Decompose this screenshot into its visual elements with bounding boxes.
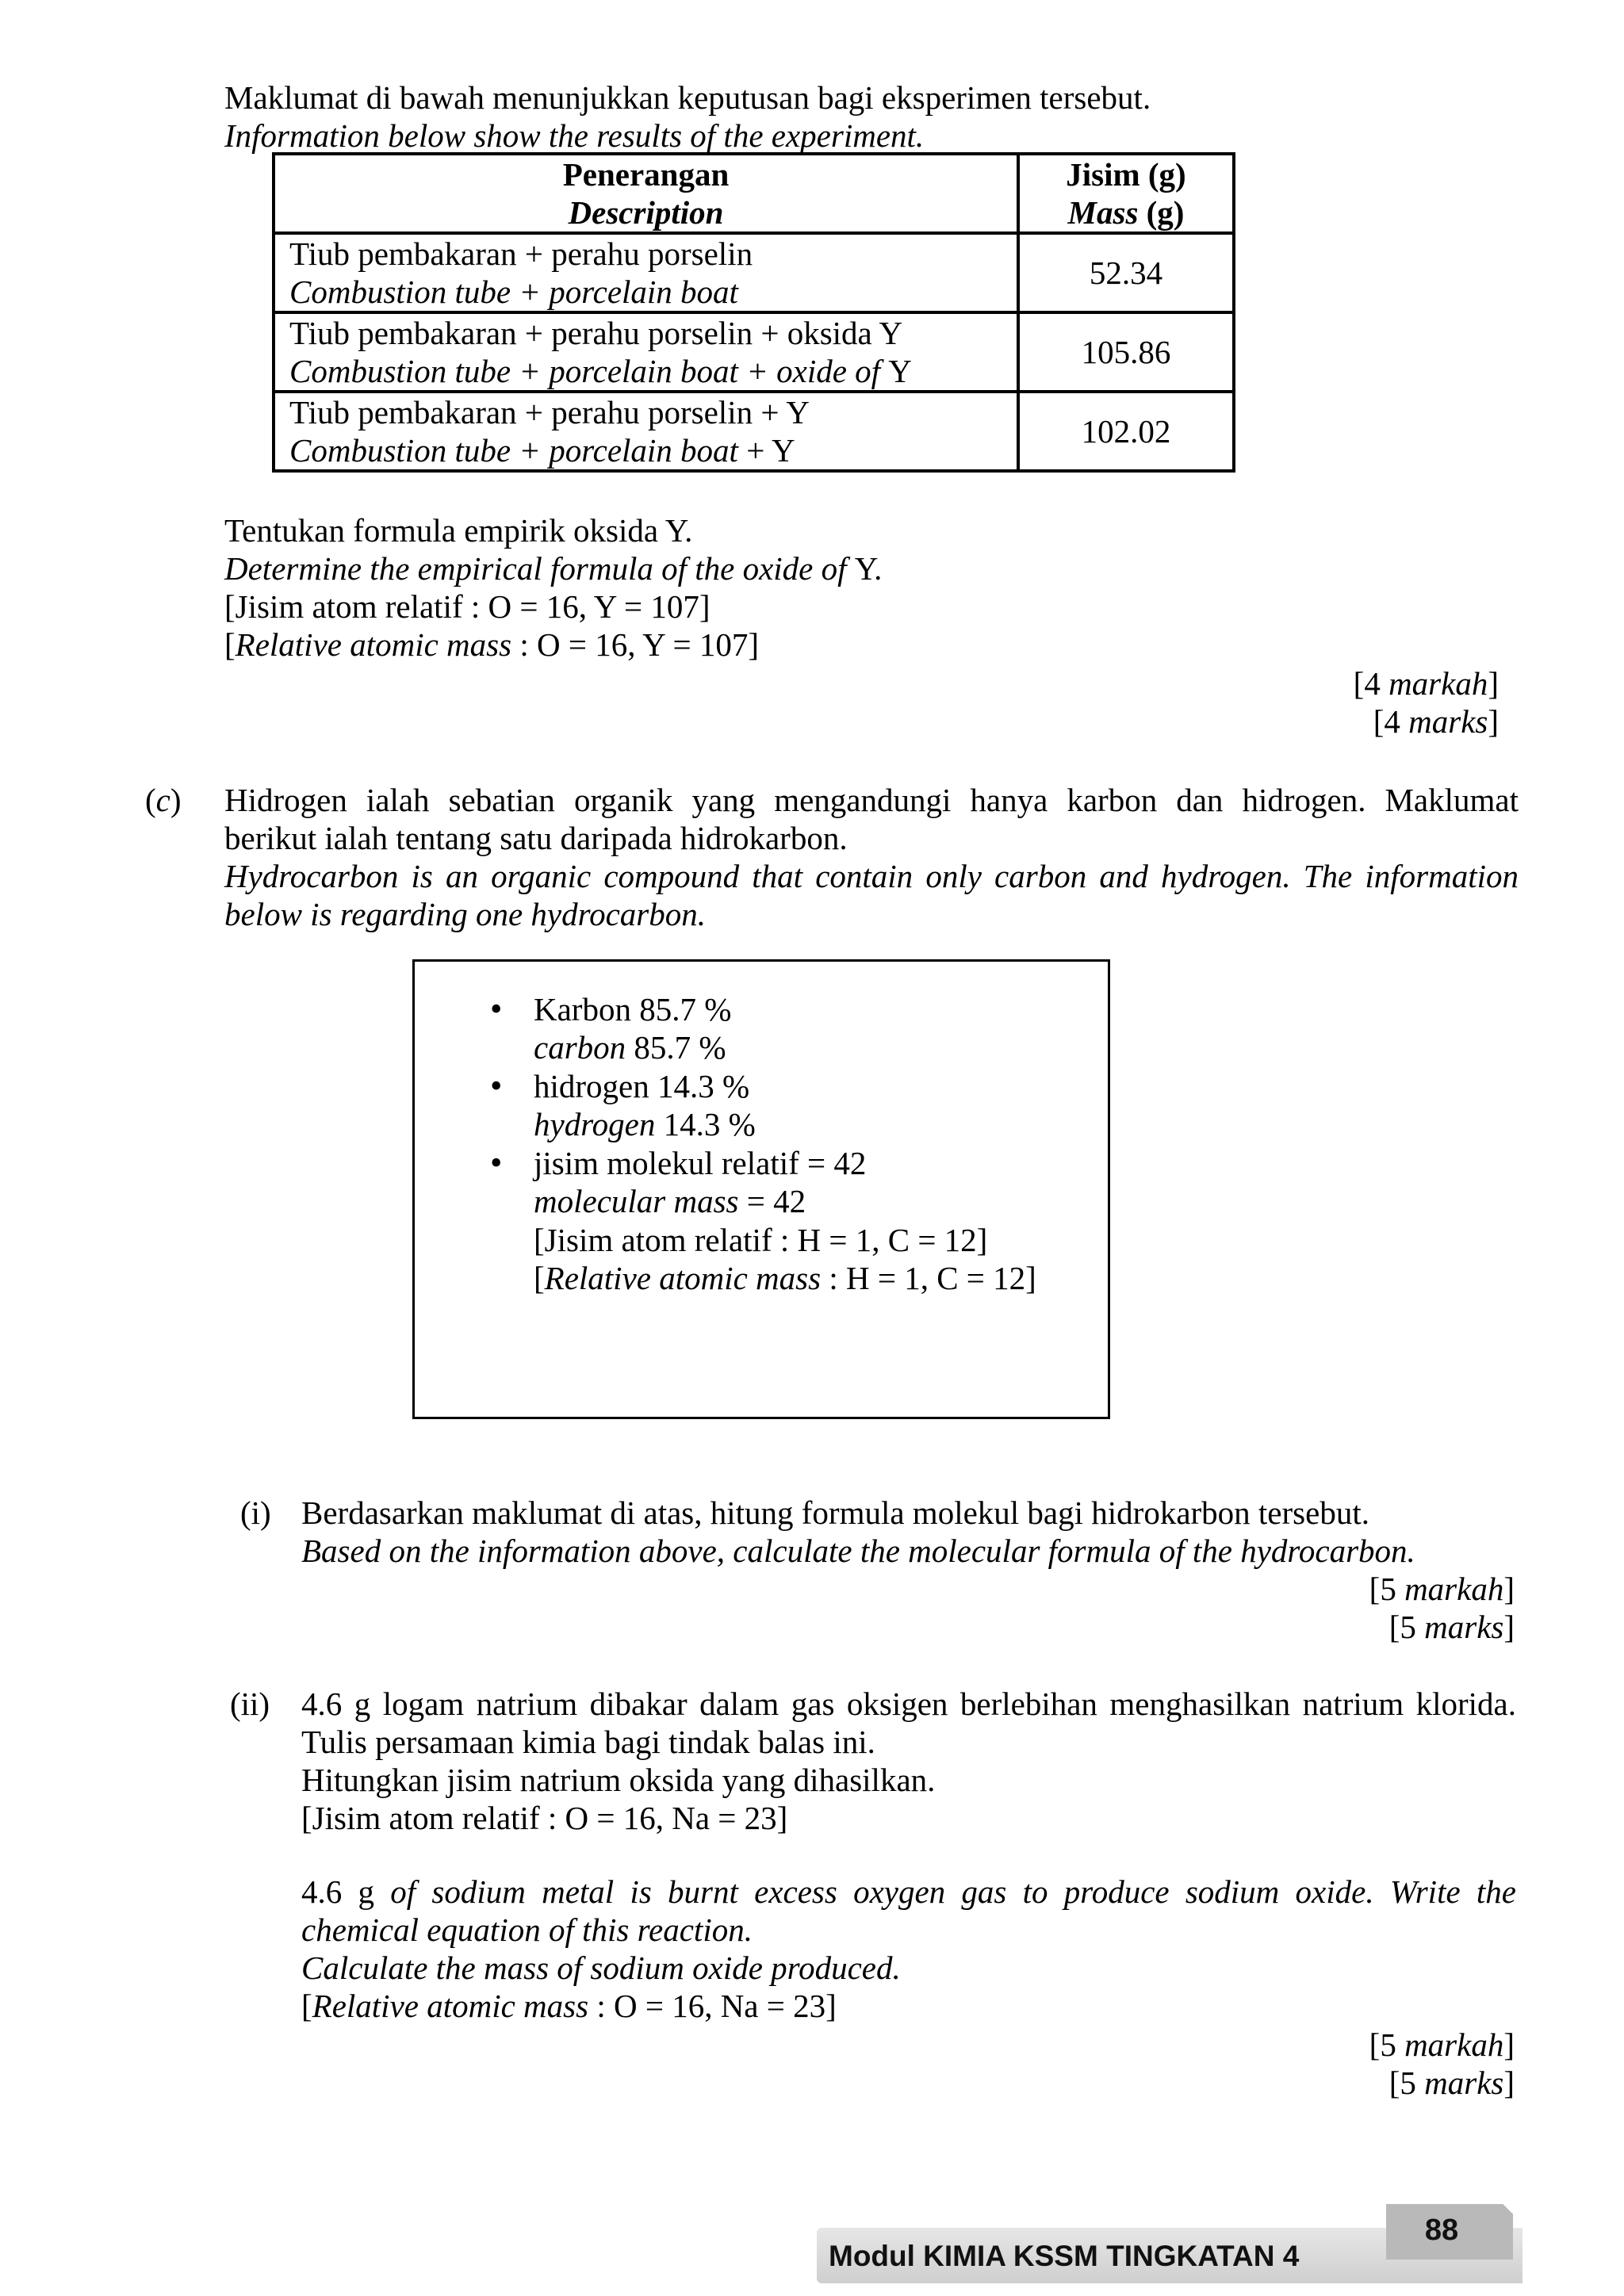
question-label-i: (i)	[240, 1494, 271, 1531]
info-item-hydrogen: hidrogen 14.3 % hydrogen 14.3 %	[534, 1068, 756, 1142]
footer-module-title: Modul KIMIA KSSM TINGKATAN 4	[829, 2240, 1300, 2272]
table-row	[274, 392, 1234, 471]
bullet-icon: •	[490, 989, 503, 1028]
empirical-formula-task: Tentukan formula empirik oksida Y. Determine the empirical formula of the oxide of Y. [Jisim atom relatif : O = 16, Y = 107] [Relative atomic mass : O = 16, Y = 107]	[224, 512, 883, 663]
row-description: Tiub pembakaran + perahu porselin + Y Combustion tube + porcelain boat + Y	[274, 392, 1018, 471]
question-label-ii: (ii)	[230, 1686, 270, 1722]
table-row	[274, 233, 1234, 312]
row-mass: 102.02	[1018, 392, 1234, 471]
table-header-row	[274, 154, 1234, 233]
intro-english: Information below show the results of the experiment.	[224, 117, 925, 154]
marks-allocation: [5 markah] [5 marks]	[1369, 1571, 1515, 1645]
marks-allocation: [5 markah] [5 marks]	[1369, 2026, 1515, 2101]
question-i-text: Berdasarkan maklumat di atas, hitung formula molekul bagi hidrokarbon tersebut. Based on the information above, calculate the molecular formula of the hydrocarbon.	[301, 1494, 1415, 1569]
header-mass: Jisim (g) Mass (g)	[1018, 154, 1234, 233]
relative-atomic-mass-malay: [Jisim atom relatif : O = 16, Y = 107]	[224, 588, 710, 625]
intro-text	[224, 78, 1151, 155]
bullet-icon: •	[490, 1143, 503, 1182]
question-ii-english: 4.6 g of sodium metal is burnt excess oxygen gas to produce sodium oxide. Write the chemical equation of this reaction. Calculate the mass of sodium oxide produced. [Relative atomic mass : O = 16, Na = 23]	[301, 1873, 1516, 2024]
page-number: 88	[1424, 2214, 1459, 2247]
relative-atomic-mass-english: [Relative atomic mass : O = 16, Y = 107]	[224, 626, 760, 663]
header-description: Penerangan Description	[274, 154, 1018, 233]
table-row	[274, 312, 1234, 392]
row-description: Tiub pembakaran + perahu porselin + oksida Y Combustion tube + porcelain boat + oxide of Y	[274, 312, 1018, 392]
hydrocarbon-intro: Hidrogen ialah sebatian organik yang mengandungi hanya karbon dan hidrogen. Maklumat berikut ialah tentang satu daripada hidrokarbon. Hydrocarbon is an organic compound that contain only carbon and hydrogen. The information below is regarding one hydrocarbon.	[224, 782, 1519, 932]
question-label-c: (c)	[145, 782, 182, 818]
info-item-carbon: Karbon 85.7 % carbon 85.7 %	[534, 991, 732, 1066]
results-table	[272, 152, 1235, 473]
info-item-molecular-mass: jisim molekul relatif = 42 molecular mass = 42	[534, 1145, 867, 1219]
intro-malay: Maklumat di bawah menunjukkan keputusan bagi eksperimen tersebut.	[224, 79, 1151, 116]
row-mass: 105.86	[1018, 312, 1234, 392]
marks-allocation: [4 markah] [4 marks]	[1353, 665, 1499, 740]
row-description: Tiub pembakaran + perahu porselin Combustion tube + porcelain boat	[274, 233, 1018, 312]
hydrocarbon-info-box	[412, 959, 1110, 1419]
question-ii-malay: 4.6 g logam natrium dibakar dalam gas oksigen berlebihan menghasilkan natrium klorida. Tulis persamaan kimia bagi tindak balas ini. Hitungkan jisim natrium oksida yang dihasilkan. [Jisim atom relatif : O = 16, Na = 23]	[301, 1686, 1516, 1836]
info-relative-atomic-mass: [Jisim atom relatif : H = 1, C = 12] [Relative atomic mass : H = 1, C = 12]	[534, 1222, 1036, 1296]
row-mass: 52.34	[1018, 233, 1234, 312]
bullet-icon: •	[490, 1066, 503, 1105]
